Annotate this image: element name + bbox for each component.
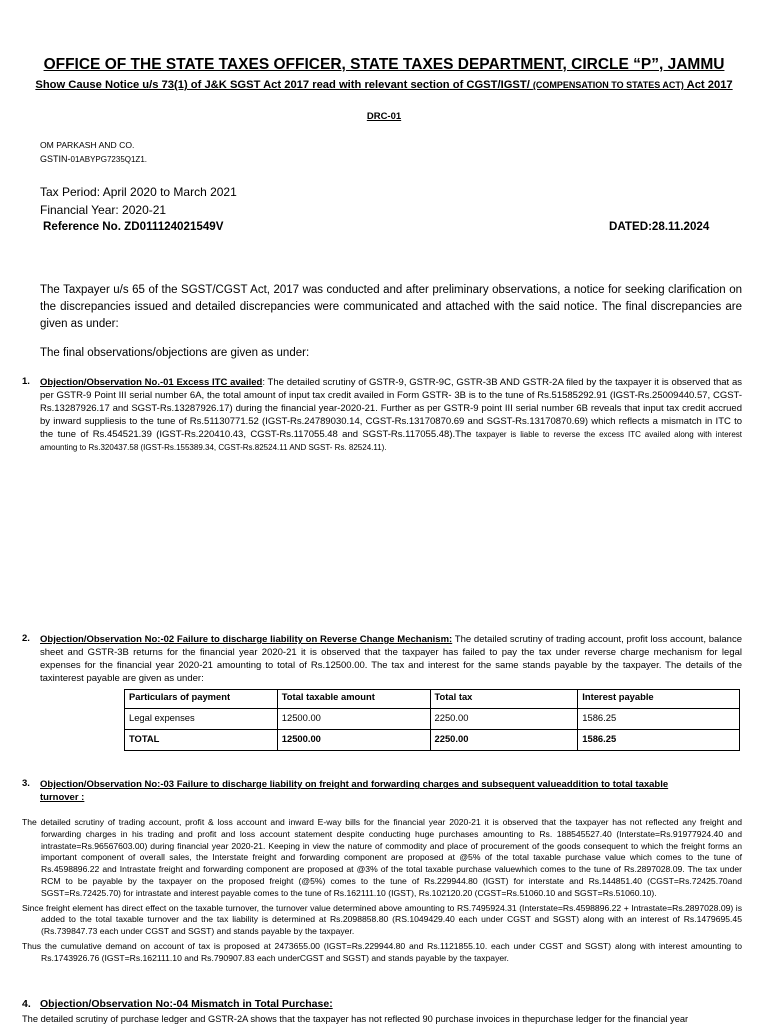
notice-date: DATED:28.11.2024 [609, 220, 710, 233]
table-cell: 2250.00 [430, 709, 578, 730]
objection-2-number: 2. [22, 633, 30, 644]
objection-4-heading: Objection/Observation No:-04 Mismatch in Total Purchase: [40, 998, 333, 1010]
financial-year: Financial Year: 2020-21 [40, 203, 167, 217]
reference-number: Reference No. ZD011124021549V [43, 220, 224, 233]
taxpayer-name: OM PARKASH AND CO. [40, 140, 135, 150]
office-title: OFFICE OF THE STATE TAXES OFFICER, STATE TAXES DEPARTMENT, CIRCLE “P”, JAMMU [43, 56, 725, 73]
objection-1 [40, 376, 742, 454]
objection-3-para-3: Thus the cumulative demand on account of tax is proposed at 2473655.00 (IGST=Rs.229944.80 and Rs.1121855.10. each under CGST and SGST) along with interest amounting to Rs.1743926.76 (IGST=Rs.162111.10 and Rs.790907.83 each underCGST and SGST) and stands payable by the taxpayer. [22, 940, 742, 963]
table-cell: 1586.25 [578, 709, 740, 730]
table-total-row [125, 730, 740, 751]
notice-subtitle [28, 77, 740, 93]
objection-1-tail: taxpayer is liable to reverse the excess ITC availed along with interest amounting to Rs.320437.58 (IGST-Rs.155389.34, CGST-Rs.82524.11 AND SGST- Rs. 82524.11). [40, 430, 743, 452]
objection-3-heading: Objection/Observation No:-03 Failure to discharge liability on freight and forwarding charges and subsequent valueaddition to total taxable turnover : [40, 779, 669, 803]
objection-4-number: 4. [22, 998, 31, 1010]
gstin-label: GSTIN- [40, 154, 71, 164]
objection-1-body: : The detailed scrutiny of GSTR-9, GSTR-9C, GSTR-3B AND GSTR-2A filed by the taxpayer it is observed that as per GSTR-9 Point III serial number 6A, the total amount of input tax credit availed in Form GSTR- 3B is to the tune of Rs.51585292.91 (IGST-Rs.25009440.57, CGST-Rs.13287926.17 and SGST-Rs.13287926.17) during the financial year-2020-21. Further as per GSTR-9 point III serial number 6B reveals that input tax credit accrued by inward suppliesis to the tune of Rs.51130771.52 (IGST-Rs.24789030.14, CGST-Rs.13170870.69 and SGST-Rs.13170870.69) which reflects a mismatch in ITC to the tune of Rs.454521.39 (IGST-Rs.220410.43, CGST-Rs.117055.48 and SGST-Rs.117055.48).The [40, 377, 742, 440]
table-cell: TOTAL [125, 730, 278, 751]
objection-2-heading: Objection/Observation No:-02 Failure to discharge liability on Reverse Change Mechanism: [40, 634, 453, 645]
tax-period: Tax Period: April 2020 to March 2021 [40, 185, 237, 199]
subtitle-main: Show Cause Notice u/s 73(1) of J&K SGST Act 2017 read with relevant section of CGST/IGST/ [35, 79, 533, 91]
table-cell: 1586.25 [578, 730, 740, 751]
table-cell: 12500.00 [277, 709, 430, 730]
subtitle-small: (COMPENSATION TO STATES ACT) [532, 80, 684, 90]
subtitle-tail: Act 2017 [683, 79, 733, 91]
objection-3-para-1: The detailed scrutiny of trading account, profit & loss account and inward E-way bills for the financial year 2020-21 it is observed that the taxpayer has not reflected any freight and forwarding charges in his trading and profit and loss account statement despite conducting huge purchases amounting to Rs. 188545527.40 (Interstate=Rs.91977924.40 and intrastate=Rs.96567603.00) during financial year 2020-21. Keeping in view the nature of commodity and place of procurement of the goods consequent to which the freight forms an important component of overall sales, the Interstate freight and forwarding component are proposed at @5% of the total taxable purchase value which comes to the tune of Rs.4598896.22 and Intrastate freight and forwarding component are proposed at @3% of the total taxable purchase valuewhich comes to the tune of Rs.2897028.09. The tax under RCM to be payable by the taxpayer on the proposed freight (@5%) comes to the tune of Rs.229944.80 (IGST) for interstate and Rs.144851.40 (CGST=Rs.72425.70and SGST=Rs.72425.70) for intrastate and interest payable comes to the tune of Rs.162111.10 (IGST), Rs.102120.20 (CGST=Rs.51060.10 and SGST=Rs.51060.10). [22, 817, 742, 898]
table-header-cell: Particulars of payment [125, 690, 278, 709]
objection-2-body: The detailed scrutiny of trading account, profit loss account, balance sheet and GSTR-3B returns for the financial year 2020-21 it is observed that the taxpayer has failed to pay the tax under reverse charge mechanism for legal expenses for the financial year 2020-21 amounting to total of Rs.12500.00. The tax and interest for the same stands payable by the taxpayer. The details of the taxinterest payable are given as under: [40, 634, 742, 684]
objection-4-body: The detailed scrutiny of purchase ledger and GSTR-2A shows that the taxpayer has not reflected 90 purchase invoices in thepurchase ledger for the financial year [22, 1014, 689, 1024]
objection-3-number: 3. [22, 778, 30, 789]
taxpayer-gstin [40, 154, 147, 164]
table-header-cell: Interest payable [578, 690, 740, 709]
objection-1-number: 1. [22, 376, 30, 387]
objection-2 [40, 633, 742, 685]
table-header-row [125, 690, 740, 709]
form-code: DRC-01 [366, 111, 402, 122]
table-header-cell: Total taxable amount [277, 690, 430, 709]
final-observations-line: The final observations/objections are given as under: [40, 347, 310, 359]
intro-paragraph: The Taxpayer u/s 65 of the SGST/CGST Act, 2017 was conducted and after preliminary observations, a notice for seeking clarification on the discrepancies issued and detailed discrepancies were communicated and attached with the said notice. The final discrepancies are given as under: [40, 284, 742, 330]
table-header-cell: Total tax [430, 690, 578, 709]
table-cell: Legal expenses [125, 709, 278, 730]
objection-3-text [22, 817, 742, 965]
gstin-value: 01ABYPG7235Q1Z1. [70, 155, 147, 164]
table-row [125, 709, 740, 730]
objection-3-para-2: Since freight element has direct effect on the taxable turnover, the turnover value determined above amounting to RS.7495924.31 (Interstate=Rs.4598896.22 + Intrastate=Rs.2897028.09) is added to the total taxable turnover and the tax liability is determined at Rs.2098858.80 (RS.1049429.40 each under CGST and SGST) along with an interest of Rs.1479695.45 (Rs.739847.73 each under CGST and SGST) and stands payable by the taxpayer. [22, 902, 742, 937]
table-cell: 12500.00 [277, 730, 430, 751]
table-cell: 2250.00 [430, 730, 578, 751]
objection-1-heading: Objection/Observation No.-01 Excess ITC availed [40, 377, 263, 388]
rcm-details-table [124, 689, 740, 751]
